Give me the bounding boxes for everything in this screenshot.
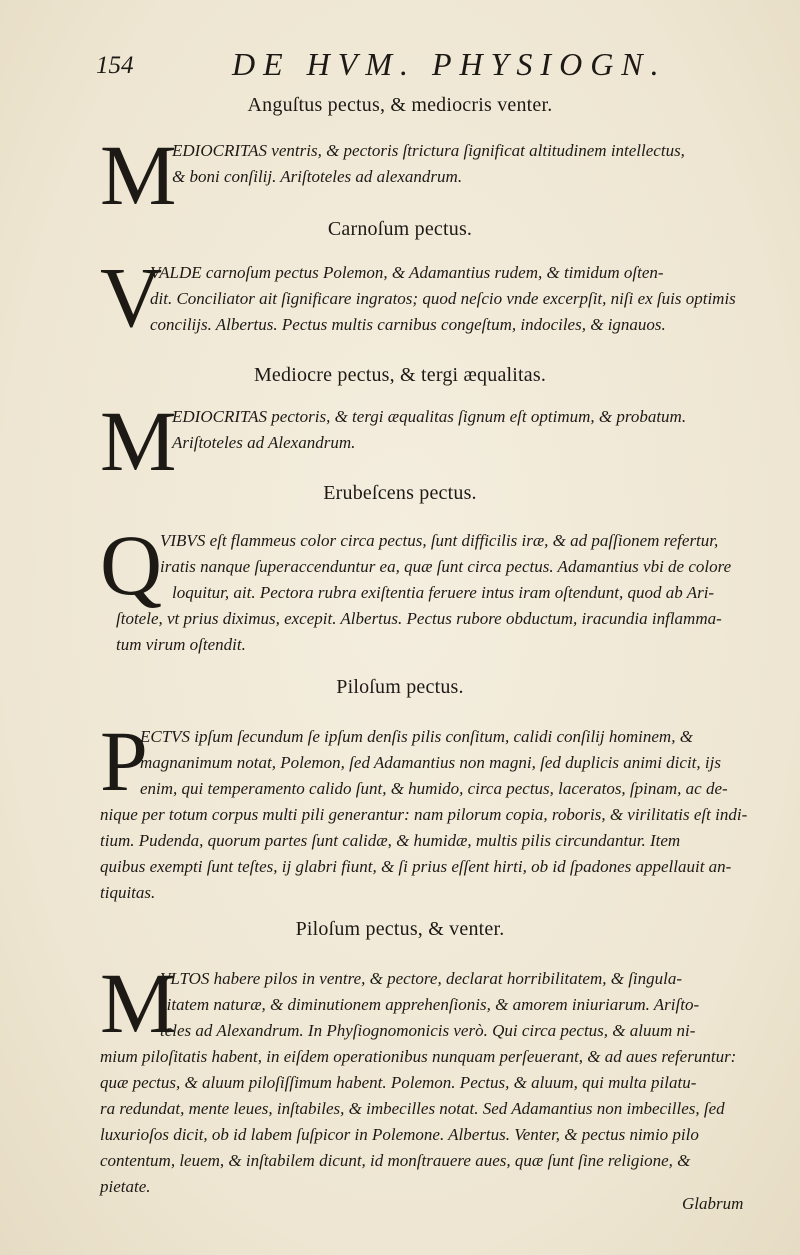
text-line: contentum, leuem, & inſtabilem dicunt, id monſtrauere aues, quæ ſunt ſine religione, & <box>100 1151 691 1170</box>
section-paragraph <box>100 713 794 912</box>
drop-cap: M <box>100 393 177 489</box>
text-line: Ariſtoteles ad Alexandrum. <box>172 433 356 452</box>
drop-cap: Q <box>100 517 163 613</box>
text-line: mium piloſitatis habent, in eiſdem operationibus nunquam perſeuerant, & ad aues referuntur: <box>100 1047 737 1066</box>
text-line: VLTOS habere pilos in ventre, & pectore, declarat horribilitatem, & ſingula- <box>160 969 683 988</box>
text-line: magnanimum notat, Polemon, ſed Adamantius non magni, ſed duplicis animi dicit, ijs <box>140 753 721 772</box>
section-heading: Mediocre pectus, & tergi æqualitas. <box>253 364 547 386</box>
catchword: Glabrum <box>682 1194 744 1213</box>
section-paragraph <box>100 127 794 223</box>
section-heading: Erubeſcens pectus. <box>323 482 477 504</box>
text-line: enim, qui temperamento calido ſunt, & humido, circa pectus, laceratos, ſpinam, ac de- <box>140 779 728 798</box>
text-line: tiquitas. <box>100 883 156 902</box>
section-paragraph <box>100 393 794 489</box>
text-line: VALDE carnoſum pectus Polemon, & Adamantius rudem, & timidum oſten- <box>150 263 664 282</box>
drop-cap: M <box>100 955 177 1051</box>
drop-cap: M <box>100 127 177 223</box>
drop-cap: V <box>100 249 163 345</box>
section-heading: Piloſum pectus, & venter. <box>295 918 505 940</box>
section-paragraph <box>100 955 794 1196</box>
section-heading: Carnoſum pectus. <box>327 218 473 240</box>
text-line: nique per totum corpus multi pili generantur: nam pilorum copia, roboris, & virilitatis eſt indi- <box>100 805 748 824</box>
text-line: ritatem naturæ, & diminutionem apprehenſionis, & amorem iniuriarum. Ariſto- <box>160 995 700 1014</box>
page-header <box>0 46 800 86</box>
text-line: dit. Conciliator ait ſignificare ingratos; quod neſcio vnde excerpſit, niſi ex ſuis optimis <box>150 289 736 308</box>
text-line: ſtotele, vt prius diximus, excepit. Albertus. Pectus rubore obductum, iracundia inflamma- <box>116 609 722 628</box>
text-line: loquitur, ait. Pectora rubra exiſtentia feruere intus iram oſtendunt, quod ab Ari- <box>172 583 715 602</box>
section-heading: Anguſtus pectus, & mediocris venter. <box>247 94 553 116</box>
text-line: concilijs. Albertus. Pectus multis carnibus congeſtum, indociles, & ignauos. <box>150 315 666 334</box>
section-paragraph <box>100 517 794 656</box>
text-line: quibus exempti ſunt teſtes, ij glabri fiunt, & ſi prius eſſent hirti, ob id ſpadones appellauit an- <box>100 857 732 876</box>
text-line: teles ad Alexandrum. In Phyſiognomonicis verò. Qui circa pectus, & aluum ni- <box>160 1021 696 1040</box>
text-line: EDIOCRITAS pectoris, & tergi æqualitas ſignum eſt optimum, & probatum. <box>172 407 687 426</box>
text-line: EDIOCRITAS ventris, & pectoris ſtrictura ſignificat altitudinem intellectus, <box>172 141 685 160</box>
section-heading: Piloſum pectus. <box>336 676 464 698</box>
text-line: iratis nanque ſuperaccenduntur ea, quæ ſunt circa pectus. Adamantius vbi de colore <box>160 557 732 576</box>
text-line: quæ pectus, & aluum piloſiſſimum habent. Polemon. Pectus, & aluum, qui multa pilatu- <box>100 1073 697 1092</box>
section-paragraph <box>100 249 794 345</box>
text-line: & boni conſilij. Ariſtoteles ad alexandrum. <box>172 167 463 186</box>
text-line: tum virum oſtendit. <box>116 635 246 654</box>
text-line: ECTVS ipſum ſecundum ſe ipſum denſis pilis conſitum, calidi conſilij hominem, & <box>140 727 693 746</box>
text-line: ra redundat, mente leues, inſtabiles, & imbecilles notat. Sed Adamantius non imbecilles, ſed <box>100 1099 725 1118</box>
text-line: tium. Pudenda, quorum partes ſunt calidæ, & humidæ, multis pilis circundantur. Item <box>100 831 681 850</box>
drop-cap: P <box>100 713 148 809</box>
text-line: VIBVS eſt flammeus color circa pectus, ſunt difficilis iræ, & ad paſſionem refertur, <box>160 531 719 550</box>
text-line: pietate. <box>100 1177 151 1196</box>
text-line: luxurioſos dicit, ob id labem ſuſpicor in Polemone. Albertus. Venter, & pectus nimio pilo <box>100 1125 699 1144</box>
running-title: DE HVM. PHYSIOGN. <box>232 46 667 82</box>
page-number: 154 <box>96 52 134 79</box>
